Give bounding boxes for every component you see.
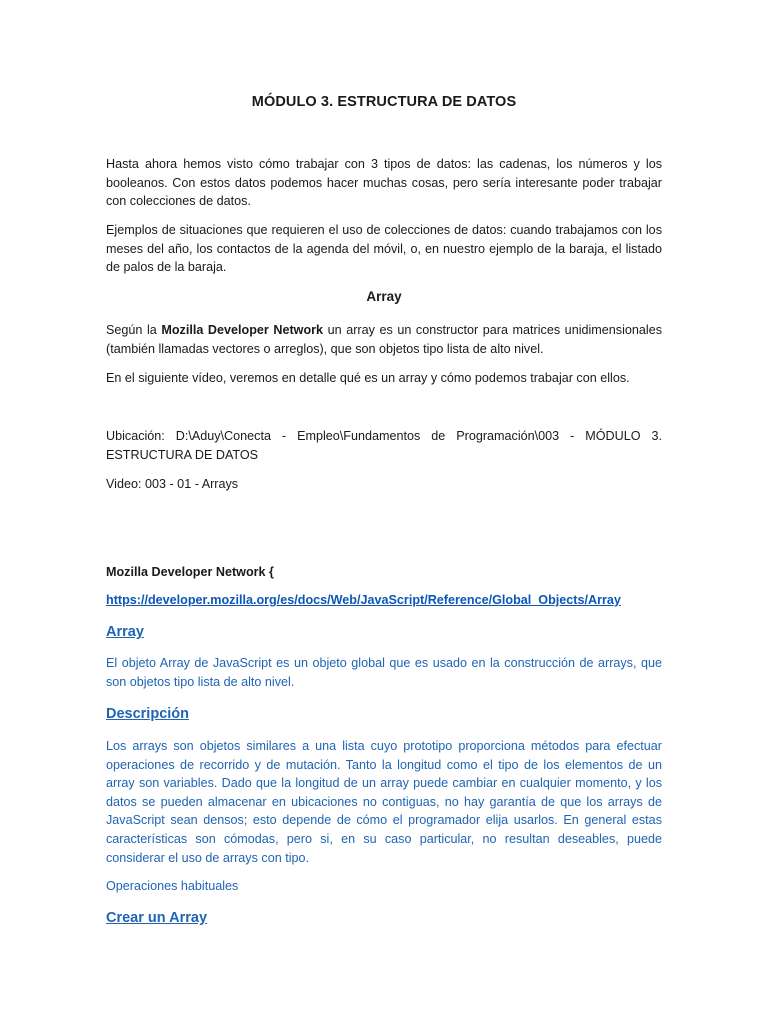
array-heading: Array [366,289,402,304]
description-heading[interactable]: Descripción [106,706,189,722]
location-paragraph: Ubicación: D:\Aduy\Conecta - Empleo\Fundamentos de Programación\003 - MÓDULO 3. ESTRUCTURA DE DATOS [106,429,662,462]
common-operations-label: Operaciones habituales [106,879,239,893]
create-array-heading[interactable]: Crear un Array [106,910,208,926]
intro-paragraph: Hasta ahora hemos visto cómo trabajar con 3 tipos de datos: las cadenas, los números y los booleanos. Con estos datos podemos hacer muchas cosas, pero sería interesante poder trabajar con colecciones de datos. [106,157,662,209]
array-subheading[interactable]: Array [106,624,144,640]
array-object-paragraph: El objeto Array de JavaScript es un objeto global que es usado en la construcción de arrays, que son objetos tipo lista de alto nivel. [106,656,662,689]
mdn-name: Mozilla Developer Network [161,323,324,337]
mdn-definition-paragraph [106,321,662,358]
video-intro-paragraph: En el siguiente vídeo, veremos en detalle qué es un array y cómo podemos trabajar con ellos. [106,371,630,385]
page-title: MÓDULO 3. ESTRUCTURA DE DATOS [251,94,517,110]
p3-post: un array es un constructor para matrices unidimensionales (también llamadas vectores o arreglos), que son objetos tipo lista de alto nivel. [106,323,662,356]
examples-paragraph: Ejemplos de situaciones que requieren el uso de colecciones de datos: cuando trabajamos con los meses del año, los contactos de la agenda del móvil, o, en nuestro ejemplo de la baraja, el listado de palos de la baraja. [106,223,662,275]
description-paragraph: Los arrays son objetos similares a una lista cuyo prototipo proporciona métodos para efectuar operaciones de recorrido y de mutación. Tanto la longitud como el tipo de los elementos de un array son variables. Dado que la longitud de un array puede cambiar en cualquier momento, y los datos se pueden almacenar en ubicaciones no contiguas, no hay garantía de que los arrays de JavaScript sean densos; esto depende de cómo el programador elija usarlos. En general estas características son cómodas, pero si, en su caso particular, no resultan deseables, puede considerar el uso de arrays con tipo. [106,739,662,865]
mdn-array-link[interactable]: https://developer.mozilla.org/es/docs/Web/JavaScript/Reference/Global_Objects/Array [106,593,621,607]
mdn-block-label: Mozilla Developer Network { [106,565,274,579]
p3-pre: Según la [106,323,162,337]
video-paragraph: Video: 003 - 01 - Arrays [106,477,239,491]
